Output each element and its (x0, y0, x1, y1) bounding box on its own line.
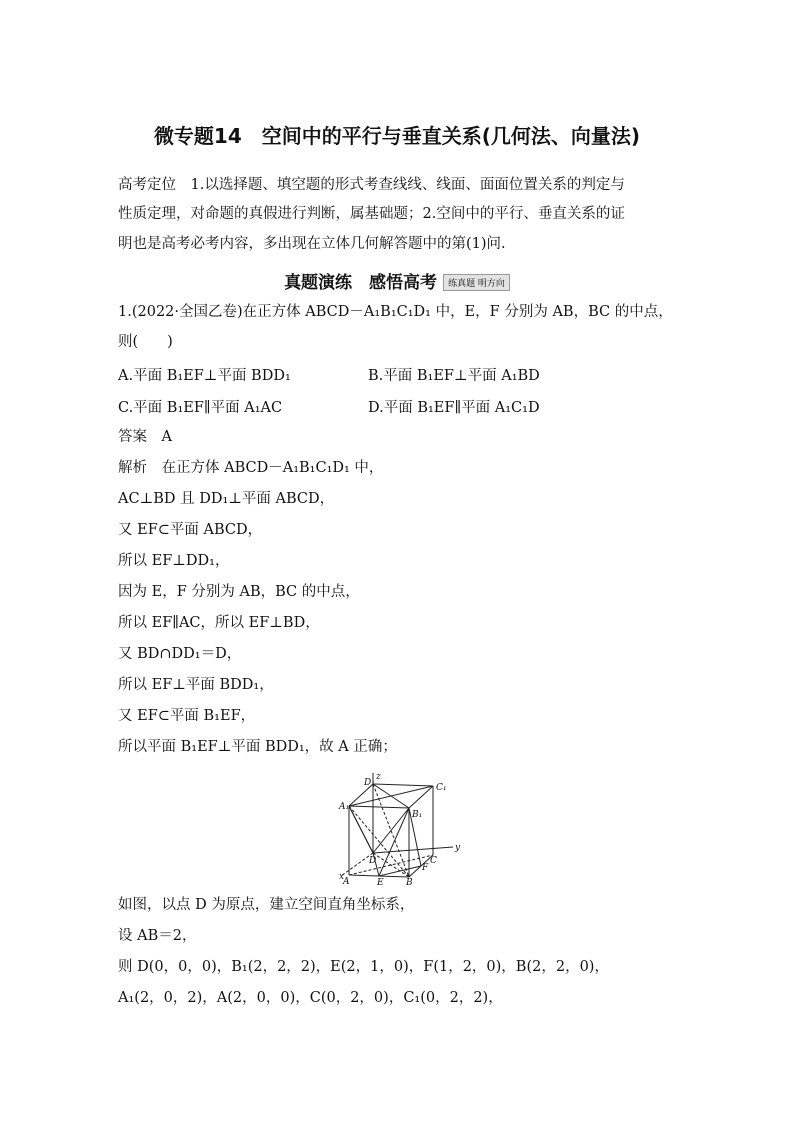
solution-line-2: AC⊥BD 且 DD₁⊥平面 ABCD， (118, 491, 335, 507)
answer-line: 答案 A (118, 429, 172, 445)
option-c: C.平面 B₁EF∥平面 A₁AC (118, 400, 283, 416)
label-x: x (339, 872, 345, 882)
label-b1: B₁ (412, 810, 423, 820)
label-e: E (377, 878, 384, 885)
diag-d1b1 (373, 784, 409, 808)
label-d1: D₁ (364, 778, 375, 788)
section-badge: 练真题 明方向 (443, 274, 510, 291)
intro-line-3: 明也是高考必考内容，多出现在立体几何解答题中的第(1)问. (118, 236, 506, 252)
intro-line-1: 高考定位 1.以选择题、填空题的形式考查线线、线面、面面位置关系的判定与 (118, 177, 625, 193)
after-figure-line-4: A₁(2，0，2)，A(2，0，0)，C(0，2，0)，C₁(0，2，2)， (118, 990, 503, 1006)
section-heading (0, 268, 794, 293)
solution-line-3: 又 EF⊂平面 ABCD， (118, 522, 263, 538)
label-y: y (455, 843, 461, 853)
edge-a1b1 (349, 806, 409, 808)
label-a1: A₁ (339, 802, 350, 812)
intro-line-2: 性质定理，对命题的真假进行判断，属基础题；2.空间中的平行、垂直关系的证 (118, 206, 625, 222)
option-d: D.平面 B₁EF∥平面 A₁C₁D (368, 400, 540, 416)
label-f: F (422, 863, 429, 873)
cube-figure (325, 773, 465, 885)
label-c1: C₁ (436, 783, 447, 793)
label-d: D (369, 856, 377, 866)
solution-line-5: 因为 E，F 分别为 AB，BC 的中点， (118, 584, 360, 600)
solution-line-10: 所以平面 B₁EF⊥平面 BDD₁，故 A 正确； (118, 739, 397, 755)
label-z: z (376, 773, 381, 782)
option-a: A.平面 B₁EF⊥平面 BDD₁ (118, 368, 291, 384)
solution-line-6: 所以 EF∥AC，所以 EF⊥BD， (118, 615, 320, 631)
solution-line-8: 所以 EF⊥平面 BDD₁， (118, 677, 274, 693)
solution-line-9: 又 EF⊂平面 B₁EF， (118, 708, 256, 724)
question-stem-1: 1.(2022·全国乙卷)在正方体 ABCD－A₁B₁C₁D₁ 中，E，F 分别为 AB，BC 的中点， (118, 304, 673, 320)
option-b: B.平面 B₁EF⊥平面 A₁BD (368, 368, 540, 384)
label-a: A (343, 877, 350, 885)
page-title: 微专题14 空间中的平行与垂直关系(几何法、向量法) (153, 124, 641, 148)
solution-line-7: 又 BD∩DD₁＝D， (118, 646, 242, 662)
line-db1 (373, 808, 409, 853)
label-b: B (406, 878, 413, 885)
solution-line-4: 所以 EF⊥DD₁， (118, 553, 230, 569)
edge-d1c1 (373, 784, 433, 786)
after-figure-line-1: 如图，以点 D 为原点，建立空间直角坐标系， (118, 897, 415, 913)
after-figure-line-2: 设 AB＝2， (118, 928, 197, 944)
label-c: C (430, 856, 437, 866)
solution-line-1: 解析 在正方体 ABCD－A₁B₁C₁D₁ 中， (118, 460, 384, 476)
question-stem-2: 则( ) (118, 334, 173, 350)
after-figure-line-3: 则 D(0，0，0)，B₁(2，2，2)，E(2，1，0)，F(1，2，0)，B(2，2，0)， (118, 959, 609, 975)
section-title: 真题演练 感悟高考 (284, 273, 438, 293)
line-a1b (349, 806, 409, 877)
